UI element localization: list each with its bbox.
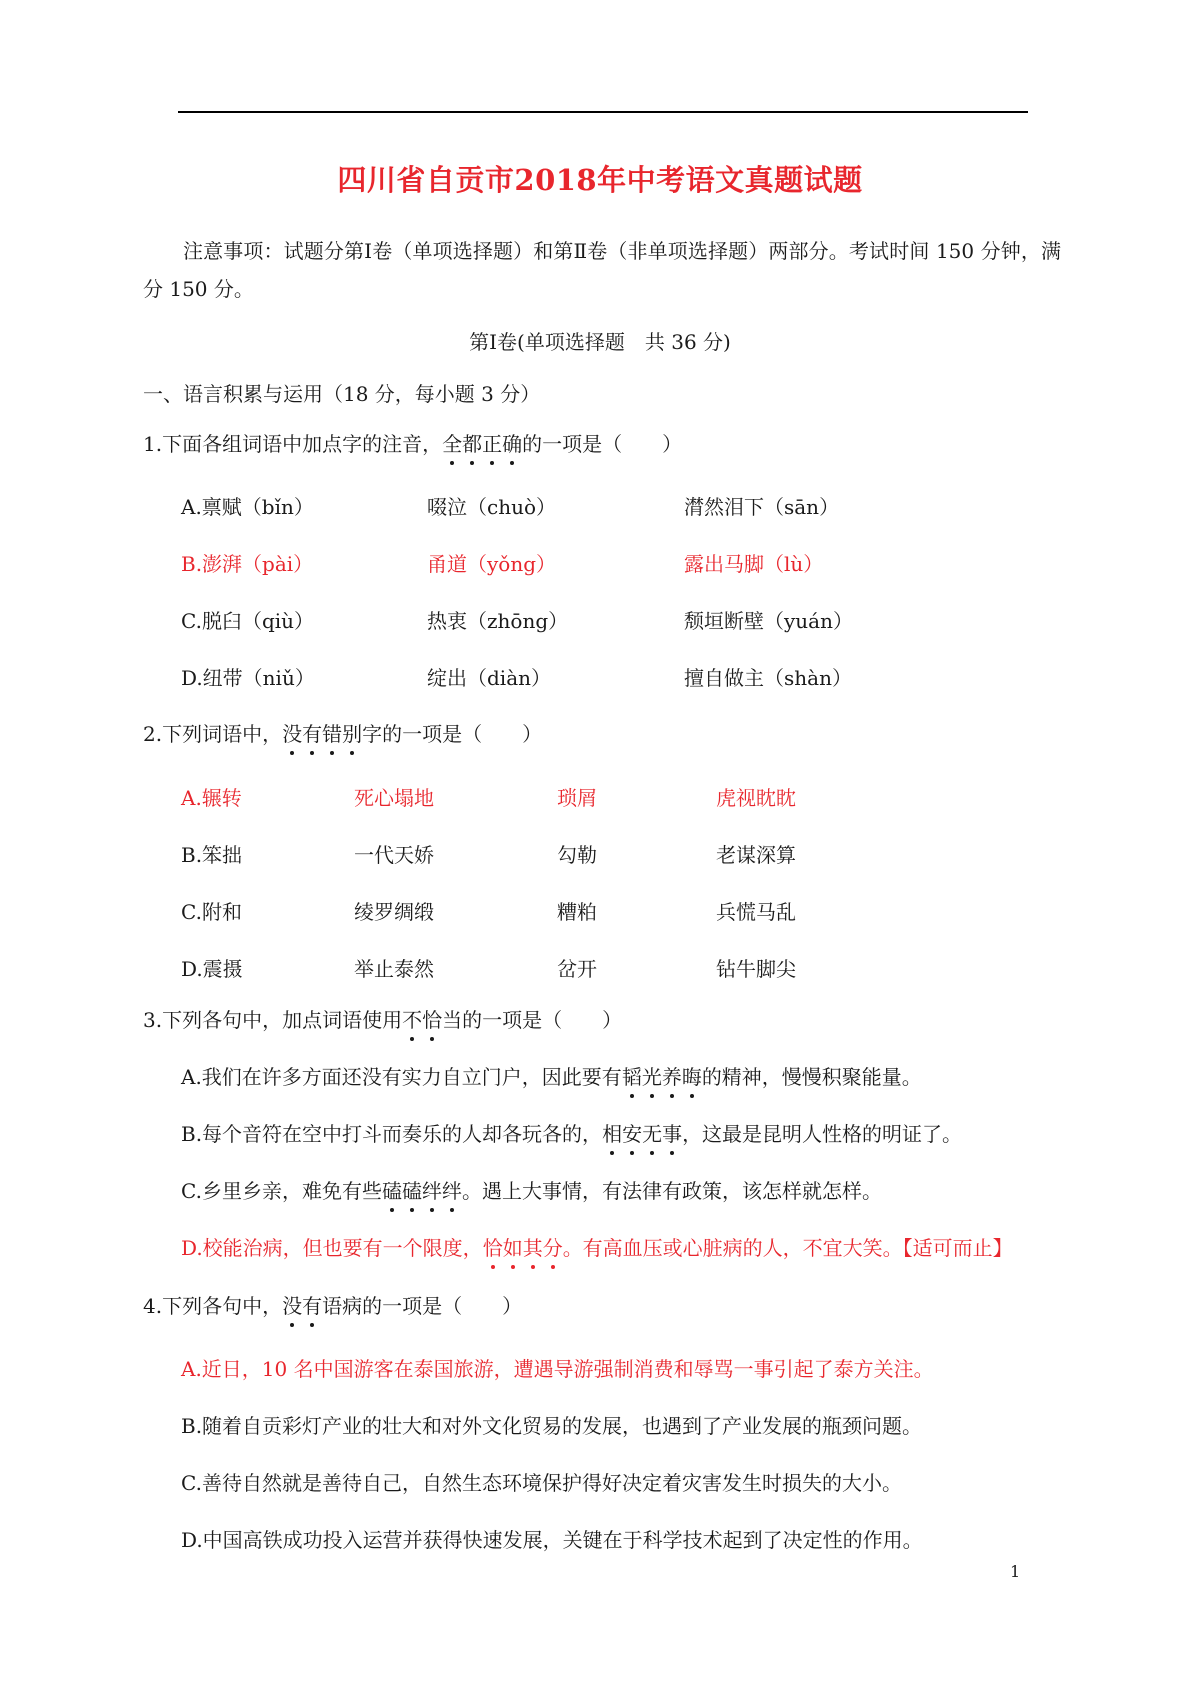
q2-option-d-item-4: 钻牛脚尖 [716,957,796,981]
question-1-stem: 1.下面各组词语中加点字的注音，全都正确的一项是（ ） [143,428,682,457]
question-4-stem: 4.下列各句中，没有语病的一项是（ ） [143,1290,522,1319]
q3-option-b: B.每个音符在空中打斗而奏乐的人却各玩各的，相安无事，这最是昆明人性格的明证了。 [181,1118,962,1147]
q2-option-c-item-4: 兵慌马乱 [716,900,796,924]
q3-option-d: D.校能治病，但也要有一个限度，恰如其分。有高血压或心脏病的人，不宜大笑。【适可而止】 [181,1232,1013,1261]
q1-option-d-item-3: 擅自做主（shàn） [684,666,852,690]
q2-option-d-item-2: 举止泰然 [354,957,434,981]
dotted-char: 磕 [382,1175,402,1204]
q1-option-a-item-3: 潸然泪下（sān） [684,495,840,519]
q4-option-a: A.近日，10 名中国游客在泰国旅游，遭遇导游强制消费和辱骂一事引起了泰方关注。 [181,1357,934,1381]
dotted-char: 绊 [422,1175,442,1204]
dotted-char: 有 [302,1290,322,1319]
q2-option-b-item-1: B.笨拙 [181,843,243,867]
dotted-char: 都 [462,428,482,457]
question-2-stem: 2.下列词语中，没有错别字的一项是（ ） [143,718,542,747]
dotted-char: 分 [543,1232,563,1261]
header-rule [178,111,1028,113]
dotted-char: 无 [642,1118,662,1147]
q2-option-c-item-1: C.附和 [181,900,242,924]
q4-option-d: D.中国高铁成功投入运营并获得快速发展，关键在于科学技术起到了决定性的作用。 [181,1528,923,1552]
dotted-char: 养 [662,1061,682,1090]
dotted-char: 确 [502,428,522,457]
dotted-char: 晦 [682,1061,702,1090]
dotted-char: 没 [282,718,302,747]
dotted-char: 韬 [622,1061,642,1090]
q1-option-b-item-1: B.澎湃（pài） [181,552,314,576]
dotted-char: 绊 [442,1175,462,1204]
dotted-char: 正 [482,428,502,457]
dotted-char: 如 [503,1232,523,1261]
q1-option-b-item-2: 甬道（yǒng） [427,552,557,576]
dotted-char: 光 [642,1061,662,1090]
q2-option-d-item-3: 岔开 [557,957,597,981]
dotted-char: 不 [402,1004,422,1033]
question-3-stem: 3.下列各句中，加点词语使用不恰当的一项是（ ） [143,1004,622,1033]
q2-option-a-item-4: 虎视眈眈 [716,786,796,810]
q1-option-c-item-2: 热衷（zhōng） [427,609,569,633]
page-number: 1 [1010,1562,1021,1581]
q2-option-b-item-2: 一代天娇 [354,843,434,867]
dotted-char: 有 [302,718,322,747]
q2-option-a-item-1: A.辗转 [181,786,242,810]
dotted-char: 错 [322,718,342,747]
dotted-char: 安 [622,1118,642,1147]
q3-option-c: C.乡里乡亲，难免有些磕磕绊绊。遇上大事情，有法律有政策，该怎样就怎样。 [181,1175,882,1204]
q2-option-b-item-4: 老谋深算 [716,843,796,867]
dotted-char: 全 [442,428,462,457]
q2-option-a-item-3: 琐屑 [557,786,597,810]
q1-option-d-item-1: D.纽带（niǔ） [181,666,315,690]
q1-option-c-item-1: C.脱臼（qiù） [181,609,315,633]
dotted-char: 相 [602,1118,622,1147]
q2-option-b-item-3: 勾勒 [557,843,597,867]
q1-option-c-item-3: 颓垣断壁（yuán） [684,609,853,633]
dotted-char: 恰 [422,1004,442,1033]
q3-option-a: A.我们在许多方面还没有实力自立门户，因此要有韬光养晦的精神，慢慢积聚能量。 [181,1061,922,1090]
q2-option-d-item-1: D.震摄 [181,957,243,981]
exam-notice: 注意事项：试题分第Ⅰ卷（单项选择题）和第Ⅱ卷（非单项选择题）两部分。考试时间 150 分钟，满分 150 分。 [143,239,1061,301]
q1-option-a-item-2: 啜泣（chuò） [427,495,557,519]
dotted-char: 别 [342,718,362,747]
q1-option-b-item-3: 露出马脚（lù） [684,552,824,576]
q4-option-c: C.善待自然就是善待自己，自然生态环境保护得好决定着灾害发生时损失的大小。 [181,1471,902,1495]
dotted-char: 事 [662,1118,682,1147]
q2-option-c-item-3: 糟粕 [557,900,597,924]
part-heading: 一、语言积累与运用（18 分，每小题 3 分） [143,382,541,406]
dotted-char: 磕 [402,1175,422,1204]
dotted-char: 恰 [483,1232,503,1261]
exam-title: 四川省自贡市2018年中考语文真题试题 [337,163,863,197]
section-header: 第Ⅰ卷(单项选择题 共 36 分) [469,330,731,354]
q1-option-d-item-2: 绽出（diàn） [427,666,552,690]
dotted-char: 其 [523,1232,543,1261]
q2-option-c-item-2: 绫罗绸缎 [354,900,434,924]
q1-option-a-item-1: A.禀赋（bǐn） [181,495,314,519]
q2-option-a-item-2: 死心塌地 [354,786,434,810]
dotted-char: 没 [282,1290,302,1319]
q4-option-b: B.随着自贡彩灯产业的壮大和对外文化贸易的发展，也遇到了产业发展的瓶颈问题。 [181,1414,923,1438]
